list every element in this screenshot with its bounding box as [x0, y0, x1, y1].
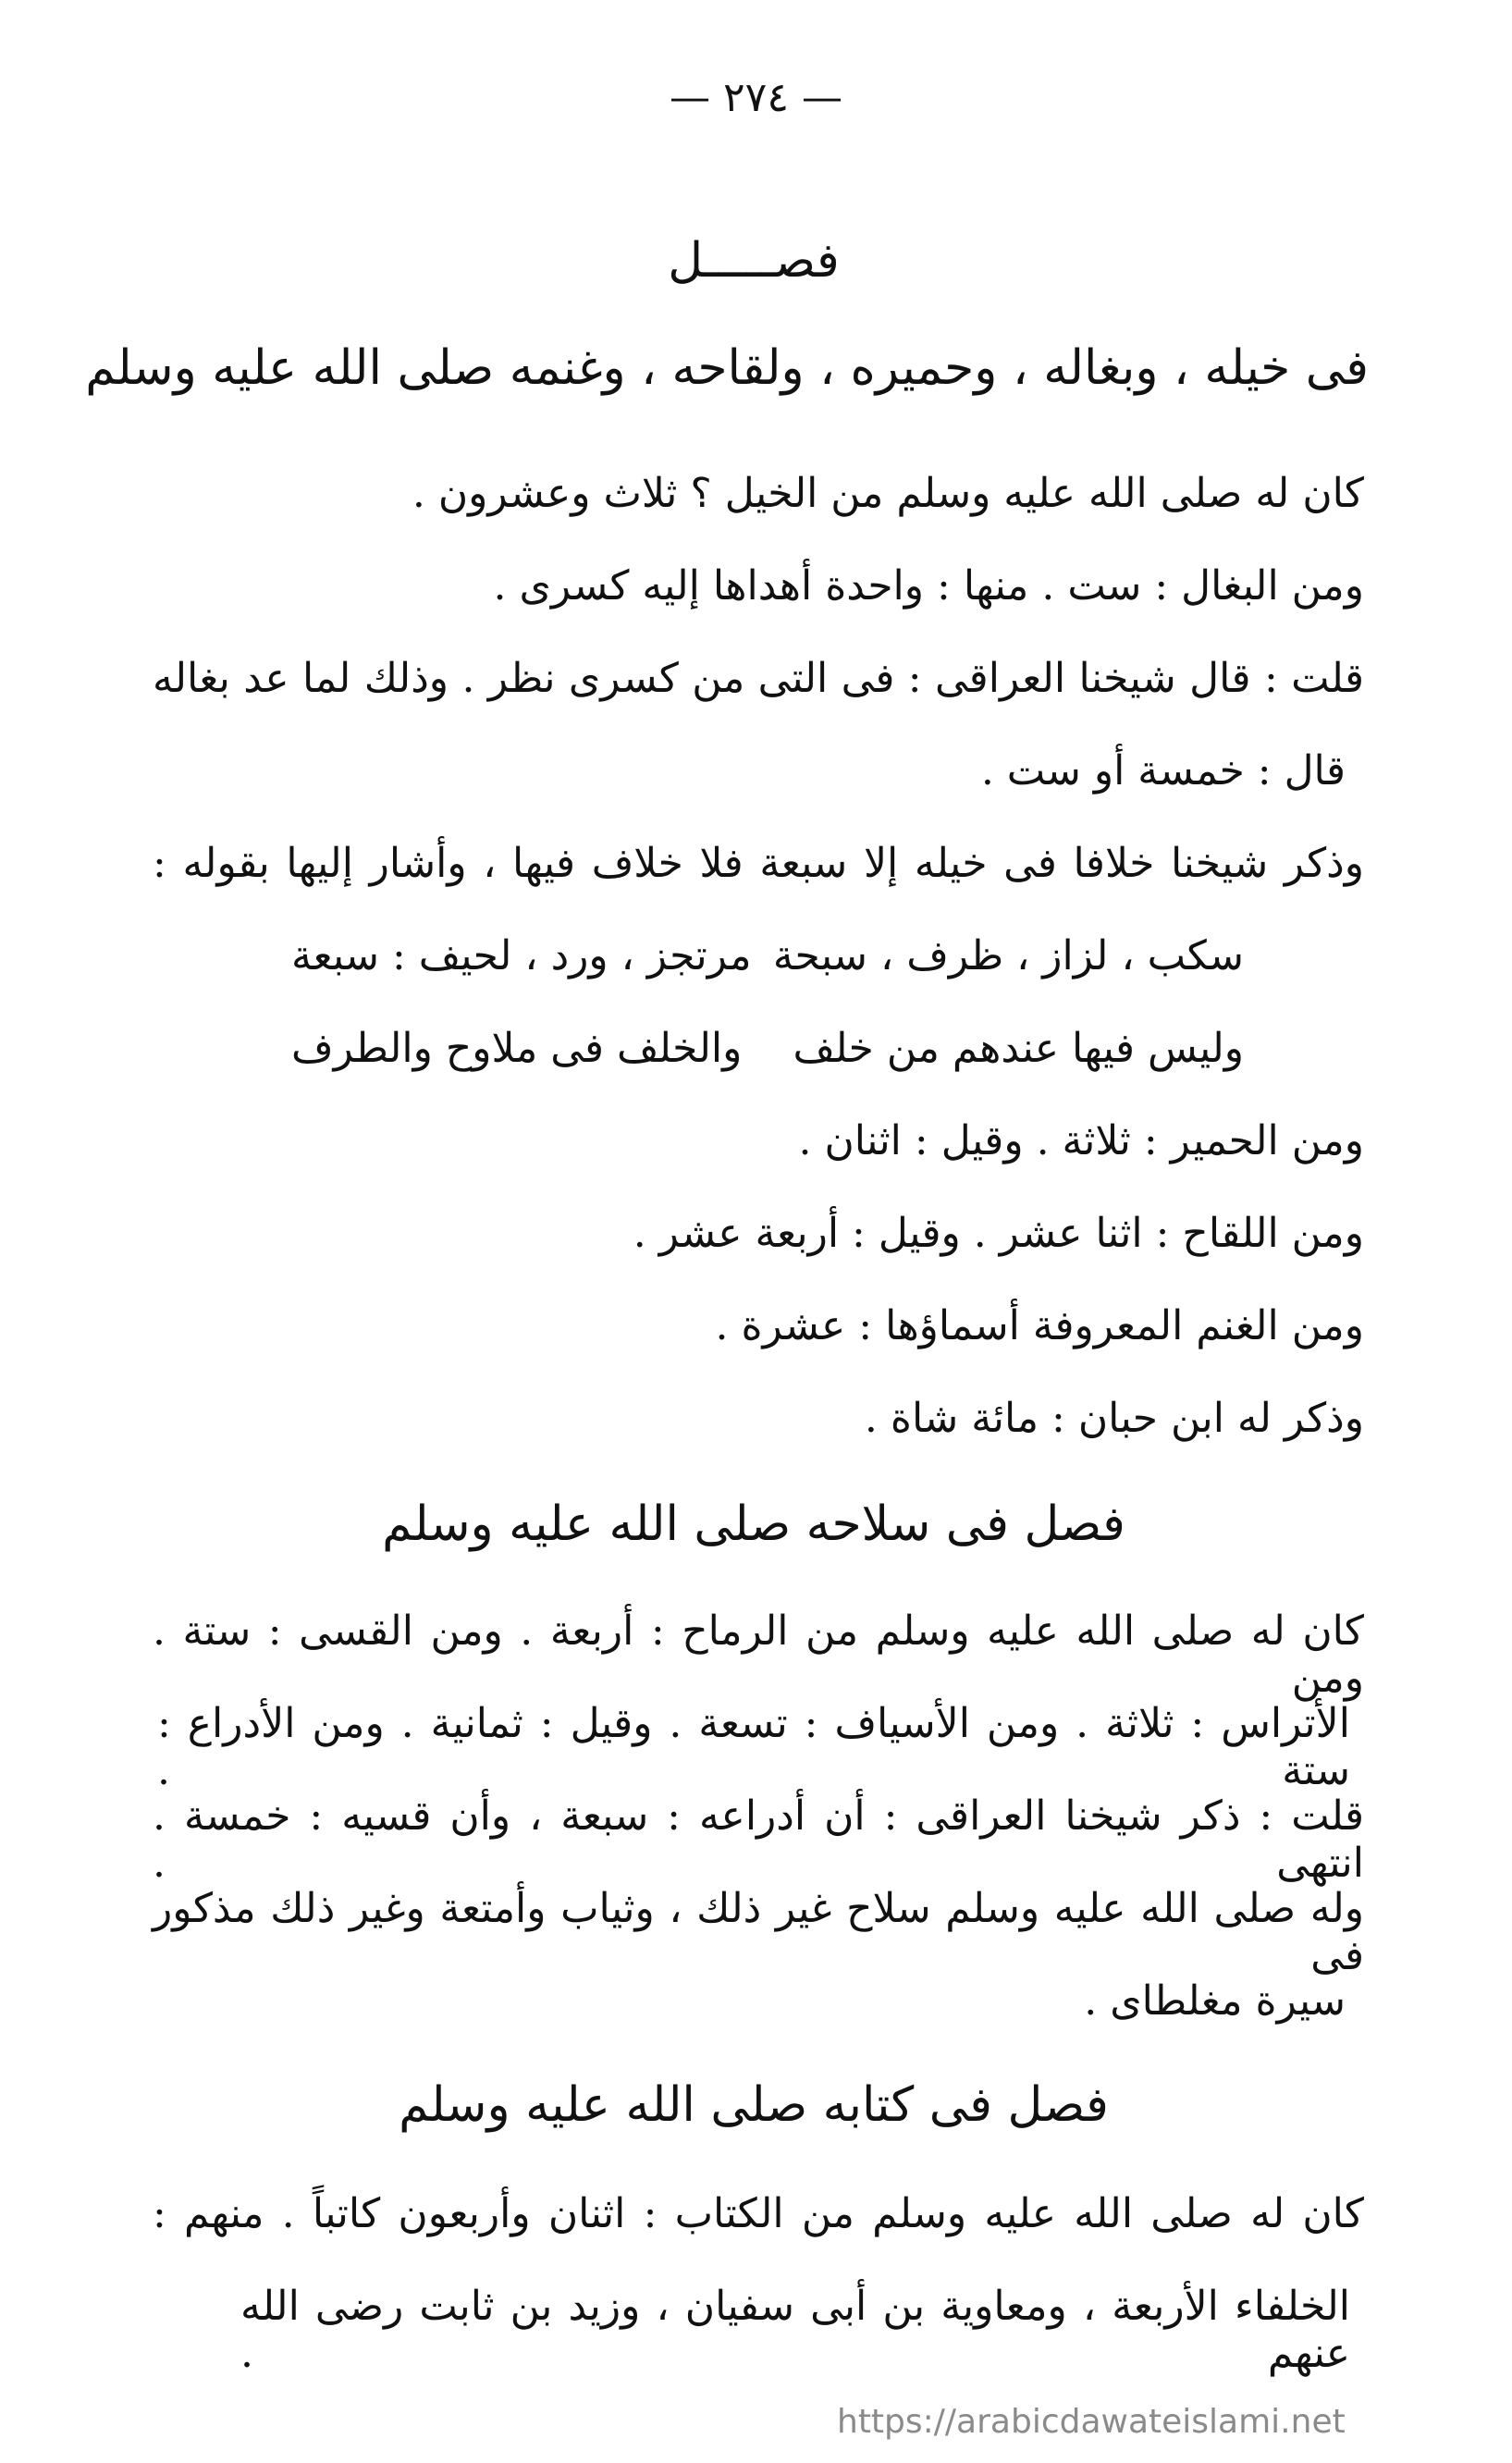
text-line: ومن البغال : ست . منها : واحدة أهداها إليه كسرى . [493, 562, 1364, 610]
verse-hemistich-left: مرتجز ، ورد ، لحيف : سبعة [291, 932, 752, 979]
text-line: قلت : قال شيخنا العراقى : فى التى من كسرى نظر . وذلك لما عد بغاله [153, 655, 1364, 702]
text-line: وذكر شيخنا خلافا فى خيله إلا سبعة فلا خلاف فيها ، وأشار إليها بقوله : [153, 840, 1364, 887]
text-line: سيرة مغلطاى . [1084, 1977, 1346, 2025]
text-line: الأتراس : ثلاثة . ومن الأسياف : تسعة . وقيل : ثمانية . ومن الأدراع : ستة . [157, 1700, 1350, 1794]
section-subheading: فى خيله ، وبغاله ، وحميره ، ولقاحه ، وغنمه صلى الله عليه وسلم [85, 340, 1369, 396]
text-line: وله صلى الله عليه وسلم سلاح غير ذلك ، وثياب وأمتعة وغير ذلك مذكور فى [153, 1885, 1364, 1979]
verse-hemistich-left: والخلف فى ملاوح والطرف [291, 1025, 743, 1072]
section-heading: فصـــــل [668, 233, 840, 289]
text-line: ومن الغنم المعروفة أسماؤها : عشرة . [715, 1302, 1364, 1349]
text-line: وذكر له ابن حبان : مائة شاة . [864, 1395, 1364, 1442]
section-heading: فصل فى سلاحه صلى الله عليه وسلم [382, 1496, 1125, 1552]
text-line: كان له صلى الله عليه وسلم من الخيل ؟ ثلاث وعشرون . [412, 470, 1364, 517]
page-number: — ٢٧٤ — [670, 74, 842, 121]
section-heading: فصل فى كتابه صلى الله عليه وسلم [399, 2077, 1109, 2133]
text-line: قال : خمسة أو ست . [980, 747, 1346, 794]
verse-hemistich-right: وليس فيها عندهم من خلف [793, 1025, 1244, 1072]
watermark-url: https://arabicdawateislami.net [837, 2403, 1346, 2441]
verse-hemistich-right: سكب ، لزاز ، ظرف ، سبحة [772, 932, 1244, 979]
text-line: الخلفاء الأربعة ، ومعاوية بن أبى سفيان ، وزيد بن ثابت رضى الله عنهم . [240, 2283, 1350, 2377]
text-line: قلت : ذكر شيخنا العراقى : أن أدراعه : سبعة ، وأن قسيه : خمسة . انتهى . [153, 1792, 1364, 1887]
text-line: ومن اللقاح : اثنا عشر . وقيل : أربعة عشر . [633, 1210, 1364, 1257]
text-line: كان له صلى الله عليه وسلم من الرماح : أربعة . ومن القسى : ستة . ومن [153, 1607, 1364, 1702]
text-line: ومن الحمير : ثلاثة . وقيل : اثنان . [798, 1117, 1364, 1164]
text-line: كان له صلى الله عليه وسلم من الكتاب : اثنان وأربعون كاتباً . منهم : [153, 2190, 1364, 2237]
